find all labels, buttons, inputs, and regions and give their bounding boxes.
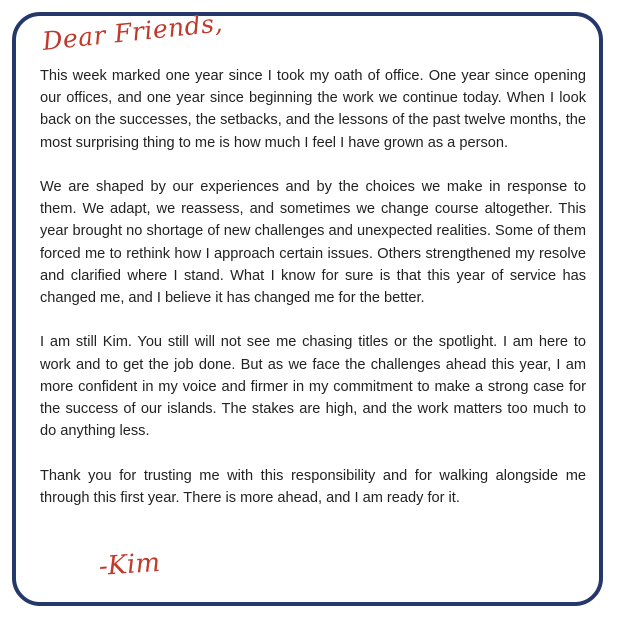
handwritten-greeting: Dear Friends, xyxy=(40,8,225,57)
letter-paragraph-4: Thank you for trusting me with this responsibility and for walking alongside me through this first year. There is more ahead, and I am ready for it. xyxy=(40,467,586,506)
handwritten-signature: -Kim xyxy=(97,547,162,582)
letter-paragraph-1: This week marked one year since I took my oath of office. One year since opening our offices, and one year since beginning the work we continue today. When I look back on the successes, the setbacks, and the lessons of the past twelve months, the most surprising thing to me is how much I feel I have grown as a person. xyxy=(40,68,586,151)
letter-body xyxy=(40,65,586,509)
letter-paragraph-3: I am still Kim. You still will not see me chasing titles or the spotlight. I am here to work and to get the job done. But as we face the challenges ahead this year, I am more confident in my voice and firmer in my commitment to make a strong case for the success of our islands. The stakes are high, and the work matters too much to do anything less. xyxy=(40,334,586,440)
letter-paragraph-2: We are shaped by our experiences and by the choices we make in response to them. We adapt, we reassess, and sometimes we change course altogether. This year brought no shortage of new challenges and unexpected realities. Some of them forced me to rethink how I approach certain issues. Others strengthened my resolve and clarified where I stand. What I know for sure is that this year of service has changed me, and I believe it has changed me for the better. xyxy=(40,179,586,307)
